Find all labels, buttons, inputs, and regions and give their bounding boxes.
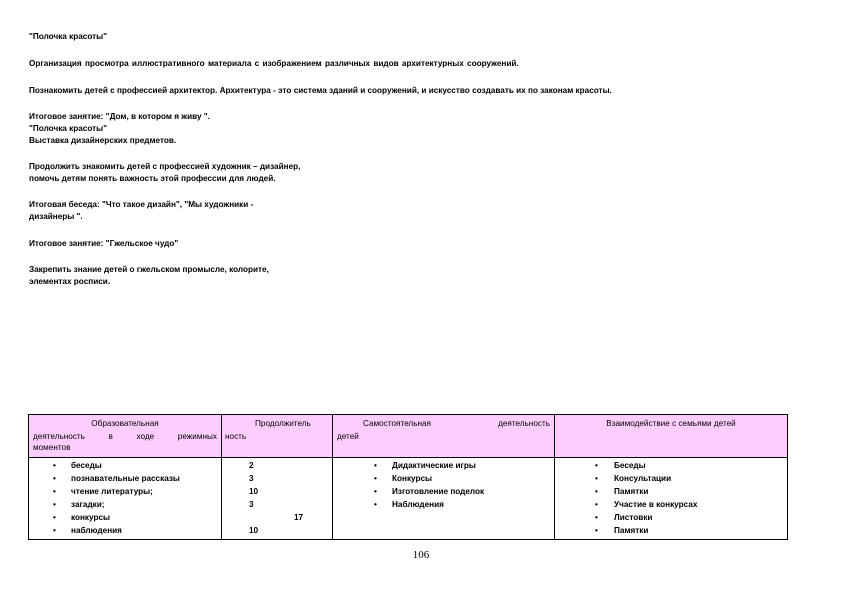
page-number: 106 xyxy=(412,549,430,561)
header-word: ходе xyxy=(136,432,155,441)
list-item: • Памятки xyxy=(559,524,783,537)
duration-value: 10 xyxy=(249,526,259,535)
activities-list xyxy=(33,459,217,537)
paragraph-gzhel-goal-1: Закрепить знание детей о гжельском промысле, колорите, xyxy=(29,265,269,274)
paragraph-final-lesson-house: Итоговое занятие: "Дом, в котором я живу ". xyxy=(29,112,210,121)
header-col2-line2: ность xyxy=(225,432,247,441)
paragraph-exhibition: Выставка дизайнерских предметов. xyxy=(29,136,177,145)
header-col1-line3: моментов xyxy=(33,443,71,452)
list-item: • Наблюдения xyxy=(337,498,550,511)
duration-value: 10 xyxy=(249,487,259,496)
header-col1-line2 xyxy=(33,430,217,443)
header-word: в xyxy=(108,432,113,441)
header-col3-line1 xyxy=(337,417,550,430)
list-item: • чтение литературы; xyxy=(33,485,217,498)
independent-cell xyxy=(333,458,555,540)
list-item: • Консультации xyxy=(559,472,783,485)
independent-list xyxy=(337,459,550,511)
header-word: Самостоятельная xyxy=(363,419,431,428)
header-word: деятельность xyxy=(498,419,550,428)
list-item: • познавательные рассказы xyxy=(33,472,217,485)
header-independent-activity xyxy=(333,415,555,458)
duration-value: 17 xyxy=(294,513,304,522)
paragraph-final-talk-2: дизайнеры ". xyxy=(29,212,83,221)
header-word: деятельность xyxy=(33,432,85,441)
header-word: режимных xyxy=(177,432,217,441)
list-item: • Конкурсы xyxy=(337,472,550,485)
list-item: • Листовки xyxy=(559,511,783,524)
list-item: • Изготовление поделок xyxy=(337,485,550,498)
paragraph-gzhel-goal-2: элементах росписи. xyxy=(29,277,111,286)
activities-table xyxy=(28,414,788,540)
header-col3-line2: детей xyxy=(337,432,359,441)
header-col2-line1: Продолжитель xyxy=(255,419,311,428)
list-item: • беседы xyxy=(33,459,217,472)
table-header-row xyxy=(29,415,788,458)
activities-cell xyxy=(29,458,222,540)
list-item: • Участие в конкурсах xyxy=(559,498,783,511)
header-duration xyxy=(222,415,333,458)
header-educational-activity xyxy=(29,415,222,458)
duration-value: 2 xyxy=(249,461,254,470)
family-list xyxy=(559,459,783,537)
list-item: • Памятки xyxy=(559,485,783,498)
header-col4-text: Взаимодействие с семьями детей xyxy=(606,419,736,428)
paragraph-final-talk-1: Итоговая беседа: "Что такое дизайн", "Мы художники - xyxy=(29,200,254,209)
list-item: • Дидактические игры xyxy=(337,459,550,472)
list-item: • наблюдения xyxy=(33,524,217,537)
paragraph-architect: Познакомить детей с профессией архитектор. Архитектура - это система зданий и сооружений, и искусство создавать их по законам красоты. xyxy=(29,86,612,95)
list-item: • Беседы xyxy=(559,459,783,472)
paragraph-designer-2: помочь детям понять важность этой профессии для людей. xyxy=(29,174,276,183)
table-body-row xyxy=(29,458,788,540)
durations-cell xyxy=(222,458,333,540)
duration-value: 3 xyxy=(249,474,254,483)
paragraph-organization: Организация просмотра иллюстративного материала с изображением различных видов архитектурных сооружений. xyxy=(29,59,519,68)
header-family-interaction xyxy=(555,415,788,458)
list-item: • загадки; xyxy=(33,498,217,511)
paragraph-polochka-2: "Полочка красоты" xyxy=(29,124,108,133)
paragraph-designer-1: Продолжить знакомить детей с профессией художник – дизайнер, xyxy=(29,162,301,171)
header-col1-line1: Образовательная xyxy=(91,419,159,428)
list-item: • конкурсы xyxy=(33,511,217,524)
paragraph-polochka: "Полочка красоты" xyxy=(29,32,108,41)
duration-value: 3 xyxy=(249,500,254,509)
paragraph-gzhel: Итоговое занятие: "Гжельское чудо" xyxy=(29,239,179,248)
family-cell xyxy=(555,458,788,540)
